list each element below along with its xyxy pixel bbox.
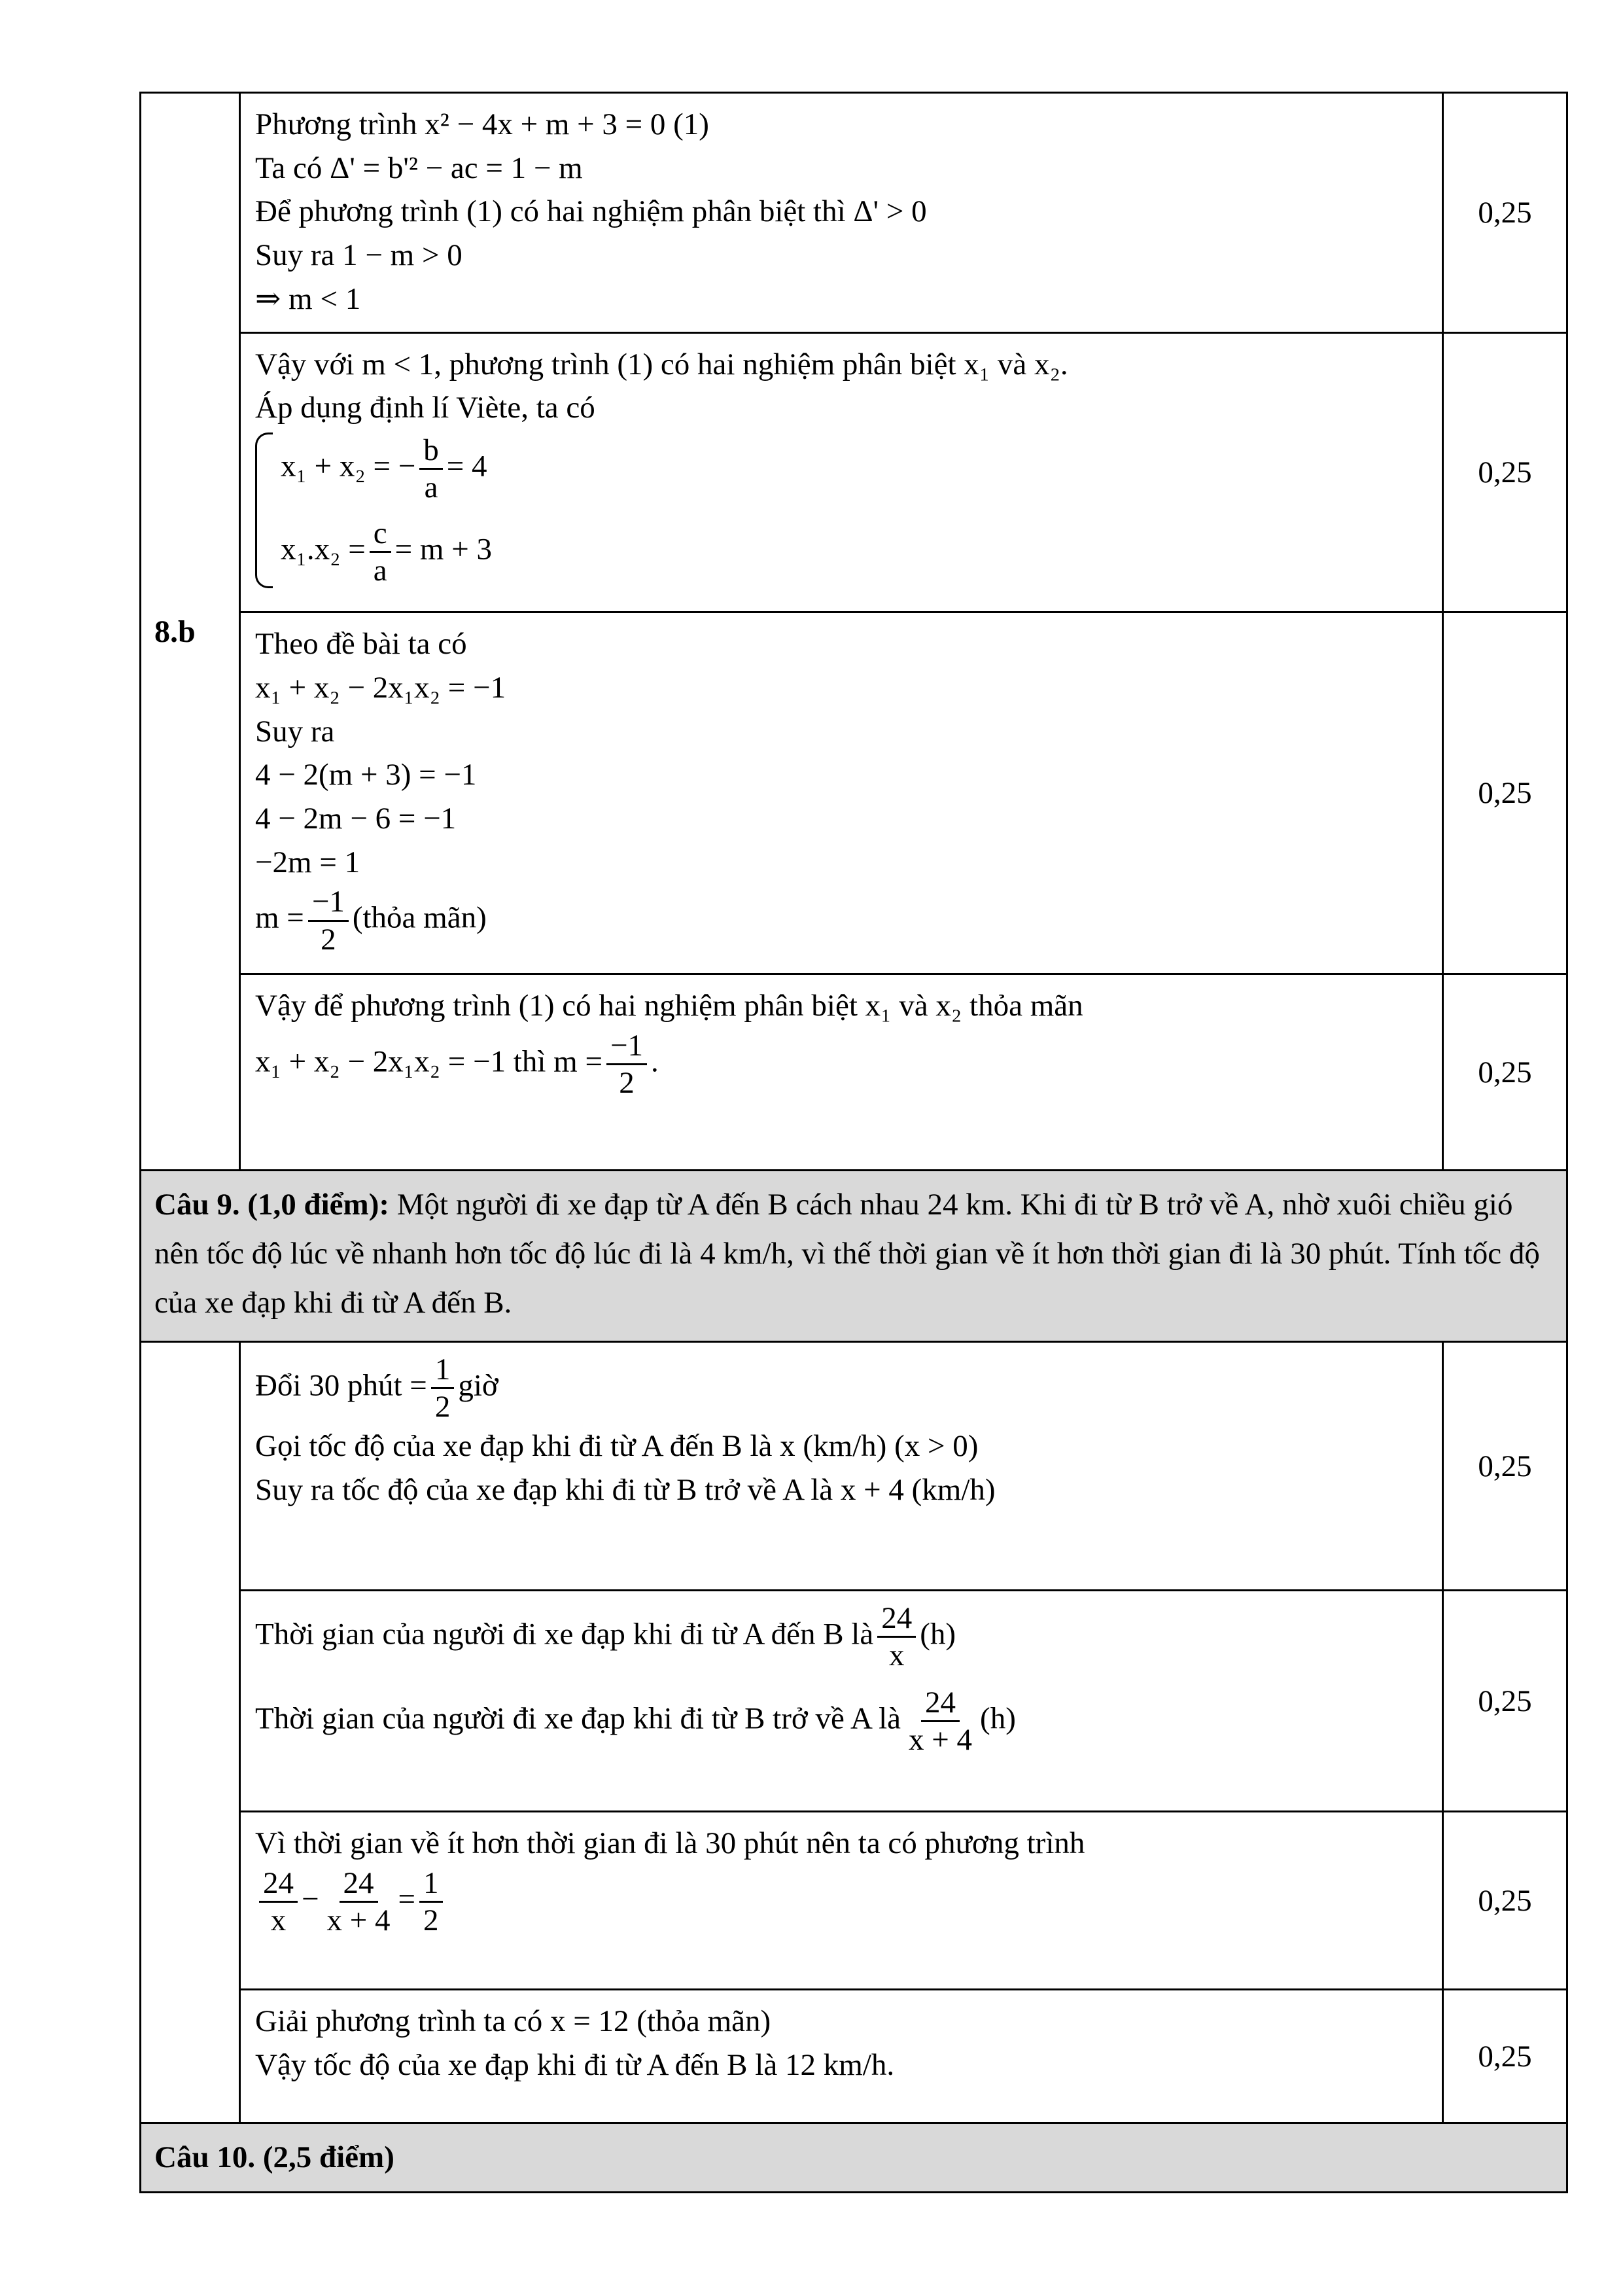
question-title: Câu 9. (1,0 điểm):: [154, 1188, 389, 1222]
text-line: Vậy với m < 1, phương trình (1) có hai nghiệm phân biệt x₁ và x₂.: [255, 347, 1068, 381]
table-row: [141, 332, 1567, 612]
text-line: Vậy tốc độ của xe đạp khi đi từ A đến B là 12 km/h.: [255, 2047, 895, 2082]
denominator: a: [373, 554, 387, 588]
answer-step: [240, 332, 1443, 612]
numerator: 24: [340, 1865, 378, 1903]
numerator: 24: [259, 1865, 298, 1903]
expr-right: (thỏa mãn): [352, 900, 487, 935]
equation-line: [255, 884, 1429, 957]
expr-left: Đổi 30 phút =: [255, 1368, 427, 1403]
text-line: −2m = 1: [255, 845, 360, 879]
expr-left: Thời gian của người đi xe đạp khi đi từ B trở về A là: [255, 1701, 901, 1736]
equation-line: [255, 1028, 1429, 1101]
text-line: Vì thời gian về ít hơn thời gian đi là 30 phút nên ta có phương trình: [255, 1826, 1085, 1861]
numerator: 24: [921, 1685, 960, 1722]
answer-step: [240, 1591, 1443, 1812]
expr-right: (h): [920, 1617, 956, 1651]
question-9: [141, 1171, 1567, 1342]
text-line: 4 − 2m − 6 = −1: [255, 802, 457, 836]
text-line: Suy ra tốc độ của xe đạp khi đi từ B trở về A là x + 4 (km/h): [255, 1472, 996, 1507]
table-row: [141, 93, 1567, 333]
score-cell: 0,25: [1443, 1342, 1567, 1591]
denominator: x: [270, 1903, 287, 1937]
table-row: [141, 1342, 1567, 1591]
fraction: [877, 1600, 916, 1673]
empty-label-cell: [141, 1342, 240, 2123]
fraction: [323, 1865, 394, 1938]
expr-left: m =: [255, 900, 304, 935]
expr-right: giờ: [458, 1368, 498, 1403]
question-10: [141, 2123, 1567, 2193]
text-line: x₁ + x₂ − 2x₁x₂ = −1: [255, 670, 506, 705]
text-line: Gọi tốc độ của xe đạp khi đi từ A đến B là x (km/h) (x > 0): [255, 1429, 979, 1464]
table-row: [141, 2123, 1567, 2193]
fraction: [431, 1352, 455, 1424]
expr-right: = 4: [446, 449, 487, 484]
expr-left: x₁ + x₂ − 2x₁x₂ = −1 thì m =: [255, 1044, 602, 1079]
numerator: 1: [419, 1865, 443, 1903]
score-cell: 0,25: [1443, 332, 1567, 612]
denominator: 2: [619, 1065, 635, 1100]
score-cell: 0,25: [1443, 974, 1567, 1171]
score-cell: 0,25: [1443, 612, 1567, 974]
fraction: [419, 433, 443, 505]
text-line: Suy ra: [255, 714, 335, 749]
table-row: [141, 1812, 1567, 1990]
denominator: 2: [434, 1390, 451, 1424]
fraction: [308, 884, 349, 957]
answer-step: [240, 974, 1443, 1171]
equation-line: [255, 1600, 1429, 1673]
expr-right: .: [651, 1044, 659, 1079]
expr-left: Thời gian của người đi xe đạp khi đi từ A đến B là: [255, 1617, 874, 1651]
denominator: x + 4: [326, 1903, 391, 1937]
score-cell: 0,25: [1443, 1812, 1567, 1990]
text-line: Suy ra 1 − m > 0: [255, 238, 462, 273]
table-row: [141, 1990, 1567, 2123]
denominator: x: [888, 1638, 905, 1673]
answer-sheet: [139, 92, 1568, 2193]
answer-step: [240, 1990, 1443, 2123]
equation-line: [281, 433, 492, 505]
denominator: 2: [321, 922, 336, 957]
fraction: [419, 1865, 443, 1938]
expr-left: x₁ + x₂ = −: [281, 449, 416, 484]
equation-line: [255, 1352, 1429, 1424]
denominator: x + 4: [909, 1723, 973, 1757]
text-line: Áp dụng định lí Viète, ta có: [255, 391, 595, 425]
answer-step: [240, 612, 1443, 974]
operator: −: [302, 1882, 319, 1916]
text-line: Phương trình x² − 4x + m + 3 = 0 (1): [255, 107, 709, 141]
text-line: Vậy để phương trình (1) có hai nghiệm phân biệt x₁ và x₂ thỏa mãn: [255, 989, 1083, 1023]
text-line: Theo đề bài ta có: [255, 627, 467, 662]
numerator: 1: [431, 1352, 455, 1389]
table-row: [141, 1591, 1567, 1812]
expr-left: x₁.x₂ =: [281, 532, 366, 567]
text-line: Ta có Δ' = b'² − ac = 1 − m: [255, 150, 583, 185]
fraction: [905, 1685, 976, 1757]
text-line: 4 − 2(m + 3) = −1: [255, 758, 477, 792]
equation-line: [255, 1685, 1429, 1757]
answer-step: [240, 93, 1443, 333]
denominator: 2: [423, 1903, 439, 1937]
denominator: a: [424, 470, 438, 505]
text-line: Giải phương trình ta có x = 12 (thỏa mãn): [255, 2004, 771, 2039]
table-row: [141, 1171, 1567, 1342]
left-brace-icon: [255, 433, 273, 588]
score-cell: 0,25: [1443, 93, 1567, 333]
score-cell: 0,25: [1443, 1591, 1567, 1812]
equation-line: [281, 516, 492, 588]
operator: =: [398, 1882, 416, 1916]
equation-line: [255, 1865, 1429, 1938]
equation-system: [255, 433, 492, 588]
section-label-8b: 8.b: [141, 93, 240, 1171]
numerator: −1: [606, 1028, 647, 1065]
fraction: [259, 1865, 298, 1938]
text-line: Để phương trình (1) có hai nghiệm phân biệt thì Δ' > 0: [255, 194, 927, 229]
table-row: [141, 612, 1567, 974]
table-row: [141, 974, 1567, 1171]
text-line: ⇒ m < 1: [255, 281, 361, 316]
numerator: −1: [308, 884, 349, 921]
numerator: 24: [877, 1600, 916, 1638]
marking-table: [139, 92, 1568, 2193]
answer-step: [240, 1342, 1443, 1591]
answer-step: [240, 1812, 1443, 1990]
numerator: b: [419, 433, 443, 470]
expr-right: (h): [980, 1701, 1016, 1736]
numerator: c: [370, 516, 391, 553]
fraction: [370, 516, 391, 588]
expr-right: = m + 3: [394, 532, 492, 567]
question-title: Câu 10. (2,5 điểm): [154, 2140, 394, 2175]
fraction: [606, 1028, 647, 1101]
question-text: Một người đi xe đạp từ A đến B cách nhau 24 km. Khi đi từ B trở về A, nhờ xuôi chiều gió nên tốc độ lúc về nhanh hơn tốc độ lúc đi là 4 km/h, vì thế thời gian về ít hơn thời gian đi là 30 phút. Tính tốc độ của xe đạp khi đi từ A đến B.: [154, 1188, 1540, 1320]
score-cell: 0,25: [1443, 1990, 1567, 2123]
